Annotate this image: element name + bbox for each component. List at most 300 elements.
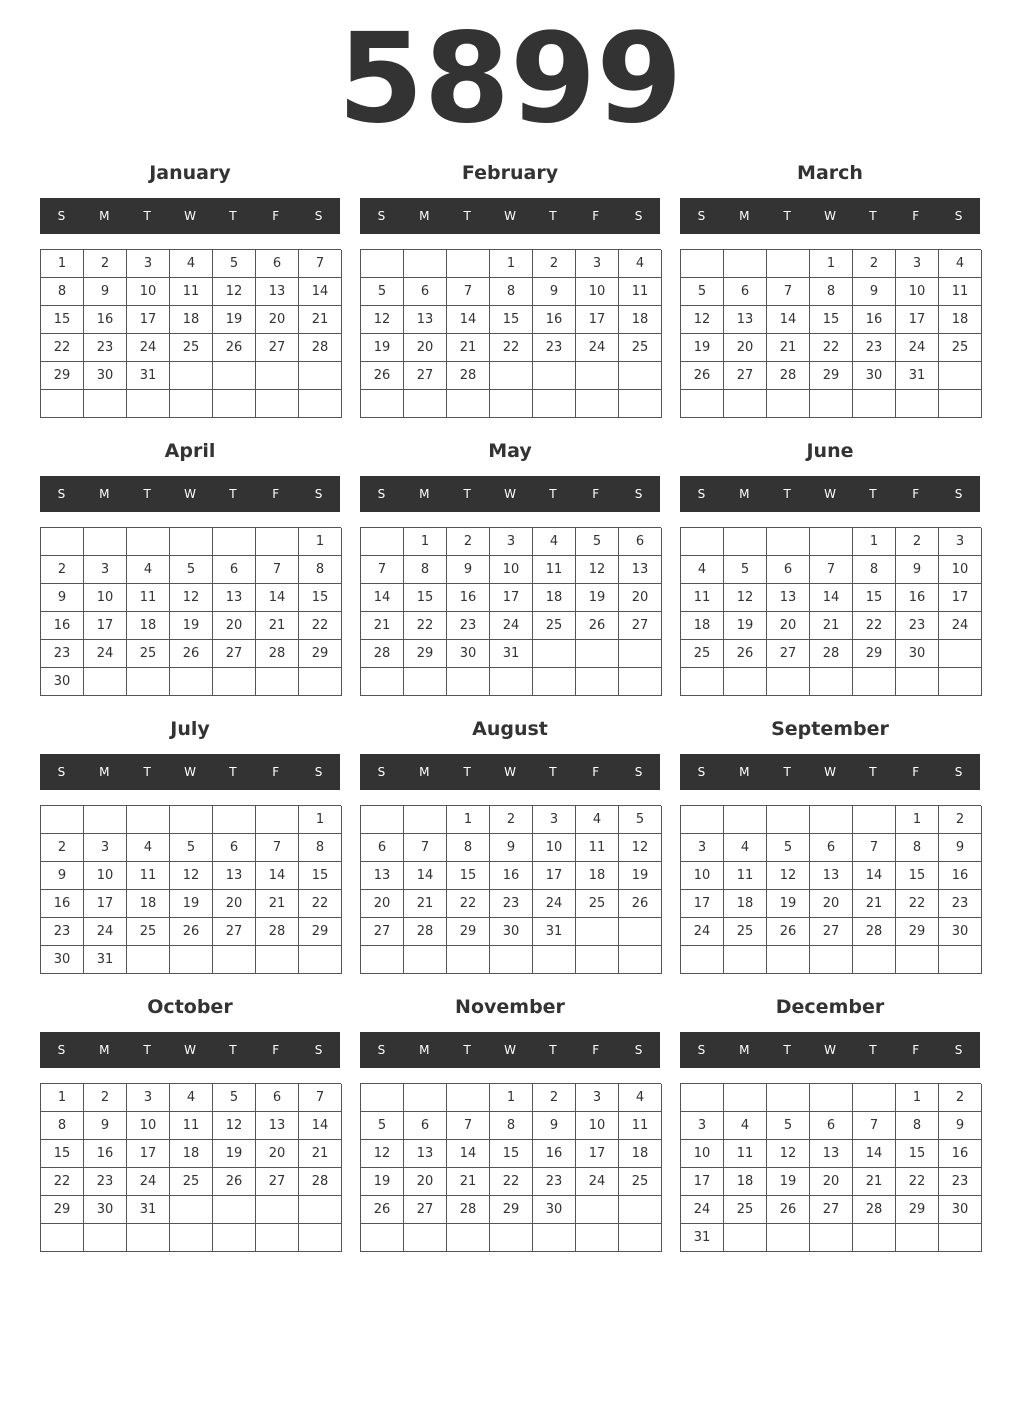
weekday-header: [360, 198, 660, 234]
day-cell: 24: [533, 890, 576, 918]
weekday-label: W: [504, 487, 516, 501]
day-cell: 27: [619, 612, 662, 640]
month-name: March: [797, 162, 863, 184]
day-cell: [84, 390, 127, 418]
weekday-header: [680, 1032, 980, 1068]
weekday-label: S: [377, 1043, 386, 1057]
day-cell: 7: [767, 278, 810, 306]
day-cell: [170, 390, 213, 418]
day-cell: 30: [853, 362, 896, 390]
day-cell: 13: [256, 278, 299, 306]
day-cell: 25: [619, 334, 662, 362]
day-cell: 2: [533, 250, 576, 278]
day-cell: 4: [127, 556, 170, 584]
day-cell: [939, 640, 982, 668]
day-cell: 23: [939, 1168, 982, 1196]
day-cell: 14: [447, 1140, 490, 1168]
weekday-header: [40, 1032, 340, 1068]
day-cell: 24: [576, 1168, 619, 1196]
day-cell: [256, 806, 299, 834]
day-cell: [170, 1196, 213, 1224]
day-cell: 23: [533, 334, 576, 362]
day-cell: 10: [84, 862, 127, 890]
day-cell: 27: [810, 1196, 853, 1224]
day-cell: [213, 362, 256, 390]
weekday-label: W: [504, 209, 516, 223]
day-cell: [127, 946, 170, 974]
weekday-label: S: [377, 209, 386, 223]
day-cell: 9: [447, 556, 490, 584]
day-cell: 18: [170, 1140, 213, 1168]
day-cell: 3: [127, 1084, 170, 1112]
day-cell: [447, 390, 490, 418]
day-cell: 20: [810, 890, 853, 918]
day-cell: 27: [767, 640, 810, 668]
weekday-label: T: [783, 487, 791, 501]
weekday-label: S: [697, 487, 706, 501]
day-cell: [299, 1224, 342, 1252]
day-cell: 7: [299, 1084, 342, 1112]
day-cell: 15: [299, 584, 342, 612]
day-cell: 9: [84, 1112, 127, 1140]
day-grid: [40, 249, 341, 418]
day-cell: 1: [853, 528, 896, 556]
day-cell: [84, 806, 127, 834]
day-cell: 16: [533, 1140, 576, 1168]
day-cell: 13: [404, 1140, 447, 1168]
day-cell: 30: [939, 918, 982, 946]
day-cell: 13: [361, 862, 404, 890]
day-cell: 31: [490, 640, 533, 668]
day-cell: [490, 668, 533, 696]
day-cell: 15: [810, 306, 853, 334]
day-cell: 4: [127, 834, 170, 862]
day-cell: [490, 362, 533, 390]
weekday-label: T: [463, 209, 471, 223]
day-cell: 22: [447, 890, 490, 918]
weekday-header: [40, 476, 340, 512]
day-cell: [41, 806, 84, 834]
weekday-label: T: [463, 765, 471, 779]
day-cell: 21: [447, 334, 490, 362]
month-name: February: [461, 162, 559, 184]
day-cell: 26: [724, 640, 767, 668]
day-cell: [724, 946, 767, 974]
day-cell: 15: [404, 584, 447, 612]
weekday-label: W: [824, 1043, 836, 1057]
day-cell: 15: [896, 1140, 939, 1168]
day-cell: 7: [447, 1112, 490, 1140]
day-cell: [299, 946, 342, 974]
weekday-label: T: [143, 765, 151, 779]
weekday-label: S: [57, 765, 66, 779]
day-cell: 23: [490, 890, 533, 918]
day-cell: 27: [724, 362, 767, 390]
day-cell: 21: [299, 1140, 342, 1168]
day-cell: [256, 1224, 299, 1252]
day-cell: 20: [213, 612, 256, 640]
day-cell: 24: [127, 1168, 170, 1196]
weekday-label: T: [143, 209, 151, 223]
day-cell: 6: [767, 556, 810, 584]
day-cell: 10: [939, 556, 982, 584]
day-cell: 14: [256, 862, 299, 890]
day-cell: 18: [939, 306, 982, 334]
weekday-label: M: [99, 209, 110, 223]
day-cell: [810, 528, 853, 556]
day-cell: 30: [896, 640, 939, 668]
day-cell: 29: [41, 1196, 84, 1224]
day-cell: 3: [84, 556, 127, 584]
day-cell: 19: [767, 1168, 810, 1196]
day-cell: [810, 1084, 853, 1112]
day-cell: 13: [810, 862, 853, 890]
day-cell: 16: [939, 862, 982, 890]
day-cell: 9: [533, 278, 576, 306]
day-cell: [256, 362, 299, 390]
day-cell: 29: [447, 918, 490, 946]
day-cell: [681, 668, 724, 696]
weekday-header: [680, 754, 980, 790]
day-cell: 24: [490, 612, 533, 640]
day-cell: [447, 668, 490, 696]
day-cell: [533, 390, 576, 418]
month-name: May: [488, 440, 532, 462]
day-cell: 1: [810, 250, 853, 278]
weekday-header: [360, 1032, 660, 1068]
day-cell: 17: [127, 1140, 170, 1168]
weekday-label: S: [634, 209, 643, 223]
day-cell: 3: [576, 1084, 619, 1112]
day-cell: 29: [41, 362, 84, 390]
day-cell: 13: [810, 1140, 853, 1168]
day-cell: 25: [576, 890, 619, 918]
day-cell: 15: [447, 862, 490, 890]
day-cell: 28: [853, 1196, 896, 1224]
weekday-header: [40, 198, 340, 234]
day-cell: 30: [533, 1196, 576, 1224]
day-cell: 18: [533, 584, 576, 612]
day-cell: 19: [170, 890, 213, 918]
day-cell: 30: [84, 362, 127, 390]
weekday-label: M: [99, 1043, 110, 1057]
day-cell: [256, 528, 299, 556]
weekday-label: S: [634, 765, 643, 779]
day-cell: [361, 390, 404, 418]
day-cell: 26: [576, 612, 619, 640]
day-cell: 20: [404, 1168, 447, 1196]
day-cell: 12: [681, 306, 724, 334]
day-cell: [404, 1224, 447, 1252]
month-name: June: [806, 440, 854, 462]
day-cell: 16: [41, 890, 84, 918]
day-cell: 21: [404, 890, 447, 918]
day-cell: [939, 1224, 982, 1252]
day-cell: 13: [767, 584, 810, 612]
day-cell: 10: [127, 1112, 170, 1140]
day-cell: 27: [361, 918, 404, 946]
day-cell: [299, 668, 342, 696]
month-name: October: [147, 996, 233, 1018]
day-cell: 18: [127, 612, 170, 640]
weekday-label: M: [739, 765, 750, 779]
day-cell: 4: [533, 528, 576, 556]
day-cell: 23: [447, 612, 490, 640]
weekday-label: T: [143, 487, 151, 501]
day-cell: [256, 668, 299, 696]
day-cell: 11: [533, 556, 576, 584]
weekday-label: T: [229, 765, 237, 779]
day-cell: 19: [576, 584, 619, 612]
weekday-label: T: [143, 1043, 151, 1057]
day-cell: [619, 640, 662, 668]
day-cell: [447, 946, 490, 974]
day-cell: [681, 946, 724, 974]
day-cell: 5: [361, 278, 404, 306]
day-cell: 5: [170, 556, 213, 584]
day-cell: [404, 390, 447, 418]
day-grid: [360, 249, 661, 418]
day-cell: 13: [213, 862, 256, 890]
day-cell: [404, 806, 447, 834]
day-cell: [939, 668, 982, 696]
day-cell: 14: [361, 584, 404, 612]
day-cell: 15: [41, 1140, 84, 1168]
day-cell: 6: [361, 834, 404, 862]
day-cell: [853, 1224, 896, 1252]
day-cell: [299, 1196, 342, 1224]
weekday-label: W: [824, 487, 836, 501]
day-cell: 22: [896, 890, 939, 918]
day-cell: 16: [84, 306, 127, 334]
day-cell: 3: [127, 250, 170, 278]
day-cell: 22: [810, 334, 853, 362]
day-cell: 2: [490, 806, 533, 834]
weekday-label: S: [697, 765, 706, 779]
day-cell: 8: [490, 278, 533, 306]
day-cell: 5: [576, 528, 619, 556]
month-name: November: [455, 996, 565, 1018]
day-cell: 16: [533, 306, 576, 334]
day-cell: 14: [767, 306, 810, 334]
day-cell: 16: [896, 584, 939, 612]
day-cell: 5: [170, 834, 213, 862]
day-cell: [939, 390, 982, 418]
day-cell: [490, 946, 533, 974]
day-cell: 23: [41, 918, 84, 946]
day-cell: 7: [810, 556, 853, 584]
day-grid: [360, 1083, 661, 1252]
day-cell: 24: [127, 334, 170, 362]
day-cell: 16: [853, 306, 896, 334]
day-cell: [170, 1224, 213, 1252]
day-cell: [41, 390, 84, 418]
day-cell: 11: [619, 278, 662, 306]
day-cell: [213, 1196, 256, 1224]
day-grid: [40, 805, 341, 974]
day-cell: 14: [299, 278, 342, 306]
day-cell: 4: [724, 834, 767, 862]
day-cell: 10: [490, 556, 533, 584]
day-cell: 1: [404, 528, 447, 556]
weekday-label: F: [912, 765, 920, 779]
day-cell: 24: [84, 918, 127, 946]
day-cell: [896, 946, 939, 974]
day-cell: 17: [576, 306, 619, 334]
day-cell: 18: [724, 890, 767, 918]
day-cell: [361, 806, 404, 834]
day-cell: 26: [361, 362, 404, 390]
day-cell: 2: [939, 806, 982, 834]
weekday-label: F: [592, 487, 600, 501]
day-cell: 19: [724, 612, 767, 640]
day-cell: [213, 806, 256, 834]
day-cell: 15: [896, 862, 939, 890]
day-cell: [619, 946, 662, 974]
month-name: January: [149, 162, 231, 184]
day-cell: [84, 1224, 127, 1252]
weekday-label: T: [869, 209, 877, 223]
weekday-label: F: [912, 209, 920, 223]
day-cell: 14: [447, 306, 490, 334]
day-cell: 19: [681, 334, 724, 362]
day-cell: 15: [41, 306, 84, 334]
day-cell: 17: [939, 584, 982, 612]
day-cell: 15: [490, 306, 533, 334]
day-cell: [681, 528, 724, 556]
day-cell: 25: [127, 918, 170, 946]
day-cell: 16: [447, 584, 490, 612]
day-cell: 30: [490, 918, 533, 946]
day-cell: [767, 1084, 810, 1112]
day-grid: [680, 1083, 981, 1252]
day-cell: [724, 390, 767, 418]
day-cell: 26: [619, 890, 662, 918]
weekday-label: S: [697, 209, 706, 223]
day-cell: 11: [576, 834, 619, 862]
day-cell: [576, 668, 619, 696]
day-cell: 6: [213, 834, 256, 862]
day-cell: 9: [84, 278, 127, 306]
weekday-label: T: [549, 765, 557, 779]
weekday-label: S: [57, 487, 66, 501]
day-cell: 31: [681, 1224, 724, 1252]
day-cell: 29: [896, 918, 939, 946]
day-cell: [939, 946, 982, 974]
day-cell: [767, 1224, 810, 1252]
day-cell: [533, 362, 576, 390]
day-cell: 9: [41, 584, 84, 612]
weekday-label: S: [57, 1043, 66, 1057]
day-cell: 19: [213, 1140, 256, 1168]
day-cell: 2: [84, 250, 127, 278]
day-cell: 21: [853, 1168, 896, 1196]
weekday-label: W: [504, 1043, 516, 1057]
day-cell: 25: [170, 334, 213, 362]
day-cell: 21: [256, 612, 299, 640]
day-cell: 8: [299, 834, 342, 862]
day-cell: [490, 1224, 533, 1252]
day-cell: 12: [767, 1140, 810, 1168]
day-cell: 21: [767, 334, 810, 362]
day-cell: 1: [41, 250, 84, 278]
day-cell: 25: [170, 1168, 213, 1196]
day-cell: 11: [724, 862, 767, 890]
day-cell: 5: [361, 1112, 404, 1140]
weekday-label: S: [314, 487, 323, 501]
day-cell: [447, 1084, 490, 1112]
day-cell: 22: [299, 890, 342, 918]
day-cell: 19: [767, 890, 810, 918]
day-cell: [84, 528, 127, 556]
day-grid: [360, 805, 661, 974]
day-cell: 29: [853, 640, 896, 668]
weekday-label: T: [549, 487, 557, 501]
weekday-label: S: [954, 765, 963, 779]
day-cell: 7: [853, 834, 896, 862]
day-cell: [361, 1224, 404, 1252]
day-cell: 24: [939, 612, 982, 640]
day-cell: 30: [447, 640, 490, 668]
day-cell: [256, 1196, 299, 1224]
day-grid: [680, 527, 981, 696]
day-cell: 7: [447, 278, 490, 306]
weekday-header: [360, 476, 660, 512]
weekday-label: F: [912, 1043, 920, 1057]
day-cell: [576, 946, 619, 974]
day-cell: 7: [256, 834, 299, 862]
day-cell: 21: [256, 890, 299, 918]
day-grid: [680, 805, 981, 974]
day-cell: 12: [213, 278, 256, 306]
day-cell: [404, 946, 447, 974]
day-cell: 5: [681, 278, 724, 306]
weekday-label: T: [463, 487, 471, 501]
day-cell: [127, 1224, 170, 1252]
day-cell: 20: [767, 612, 810, 640]
day-cell: 8: [810, 278, 853, 306]
day-cell: 2: [853, 250, 896, 278]
day-cell: [767, 946, 810, 974]
day-cell: 1: [896, 1084, 939, 1112]
weekday-header: [680, 476, 980, 512]
weekday-label: S: [634, 487, 643, 501]
day-cell: 6: [213, 556, 256, 584]
weekday-label: S: [634, 1043, 643, 1057]
day-cell: [853, 390, 896, 418]
day-cell: 11: [170, 278, 213, 306]
day-cell: 11: [170, 1112, 213, 1140]
month-name: July: [170, 718, 210, 740]
day-cell: 8: [490, 1112, 533, 1140]
day-cell: 11: [681, 584, 724, 612]
day-cell: 20: [213, 890, 256, 918]
day-cell: 17: [84, 612, 127, 640]
day-cell: 15: [299, 862, 342, 890]
year-title: 5899: [337, 7, 683, 151]
day-cell: 15: [490, 1140, 533, 1168]
day-cell: 4: [170, 250, 213, 278]
day-cell: 24: [84, 640, 127, 668]
day-cell: 13: [256, 1112, 299, 1140]
day-cell: 12: [767, 862, 810, 890]
day-cell: 3: [939, 528, 982, 556]
day-cell: 5: [724, 556, 767, 584]
day-cell: 30: [84, 1196, 127, 1224]
day-cell: 8: [41, 278, 84, 306]
day-cell: 27: [404, 362, 447, 390]
day-cell: [170, 668, 213, 696]
